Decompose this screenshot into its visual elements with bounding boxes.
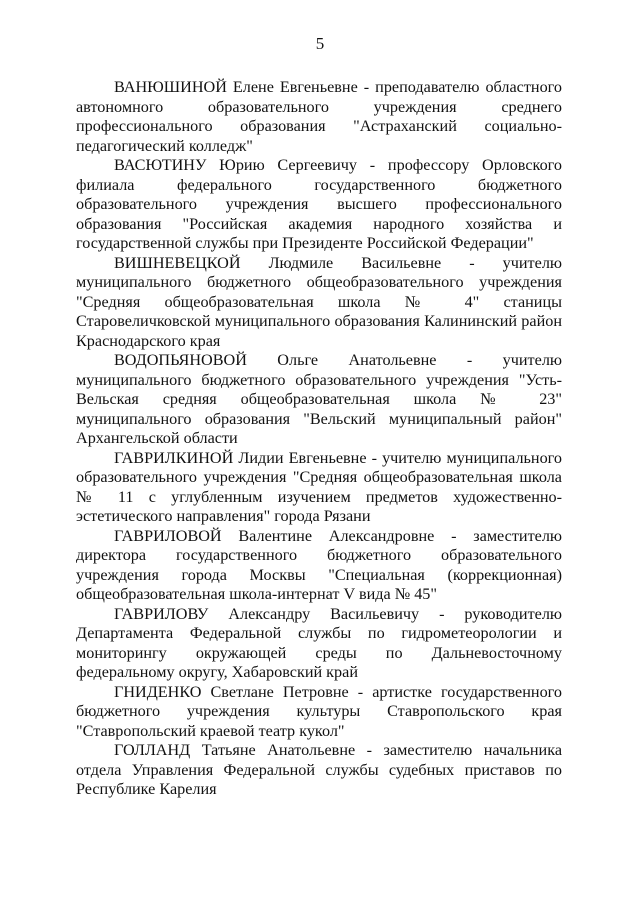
award-entry: ГНИДЕНКО Светлане Петровне - артистке государственного бюджетного учреждения культуры Ставропольского края "Ставропольский краевой театр кукол" [76,682,562,740]
award-entry: ГАВРИЛКИНОЙ Лидии Евгеньевне - учителю муниципального образовательного учреждения "Средняя общеобразовательная школа № 11 с углубленным изучением предметов художественно-эстетического направления" города Рязани [76,448,562,525]
award-entry: ГАВРИЛОВОЙ Валентине Александровне - заместителю директора государственного бюджетного образовательного учреждения города Москвы "Специальная (коррекционная) общеобразовательная школа-интернат V вида № 45" [76,526,562,603]
award-entry: ВАНЮШИНОЙ Елене Евгеньевне - преподавателю областного автономного образовательного учреждения среднего профессионального образования "Астраханский социально-педагогический колледж" [76,78,562,155]
award-entry: ГАВРИЛОВУ Александру Васильевичу - руководителю Департамента Федеральной службы по гидрометеорологии и мониторингу окружающей среды по Дальневосточному федеральному округу, Хабаровский край [76,604,562,681]
award-list [76,78,562,800]
award-entry: ВИШНЕВЕЦКОЙ Людмиле Васильевне - учителю муниципального бюджетного общеобразовательного учреждения "Средняя общеобразовательная школа № 4" станицы Старовеличковской муниципального образования Калининский район Краснодарского края [76,253,562,350]
award-entry: ГОЛЛАНД Татьяне Анатольевне - заместителю начальника отдела Управления Федеральной службы судебных приставов по Республике Карелия [76,741,562,798]
page-number: 5 [315,34,325,53]
award-entry: ВАСЮТИНУ Юрию Сергеевичу - профессору Орловского филиала федерального государственного бюджетного образовательного учреждения высшего профессионального образования "Российская академия народного хозяйства и государственной службы при Президенте Российской Федерации" [76,156,562,252]
award-entry: ВОДОПЬЯНОВОЙ Ольге Анатольевне - учителю муниципального бюджетного образовательного учреждения "Усть-Вельская средняя общеобразовательная школа № 23" муниципального образования "Вельский муниципальный район" Архангельской области [76,351,562,447]
